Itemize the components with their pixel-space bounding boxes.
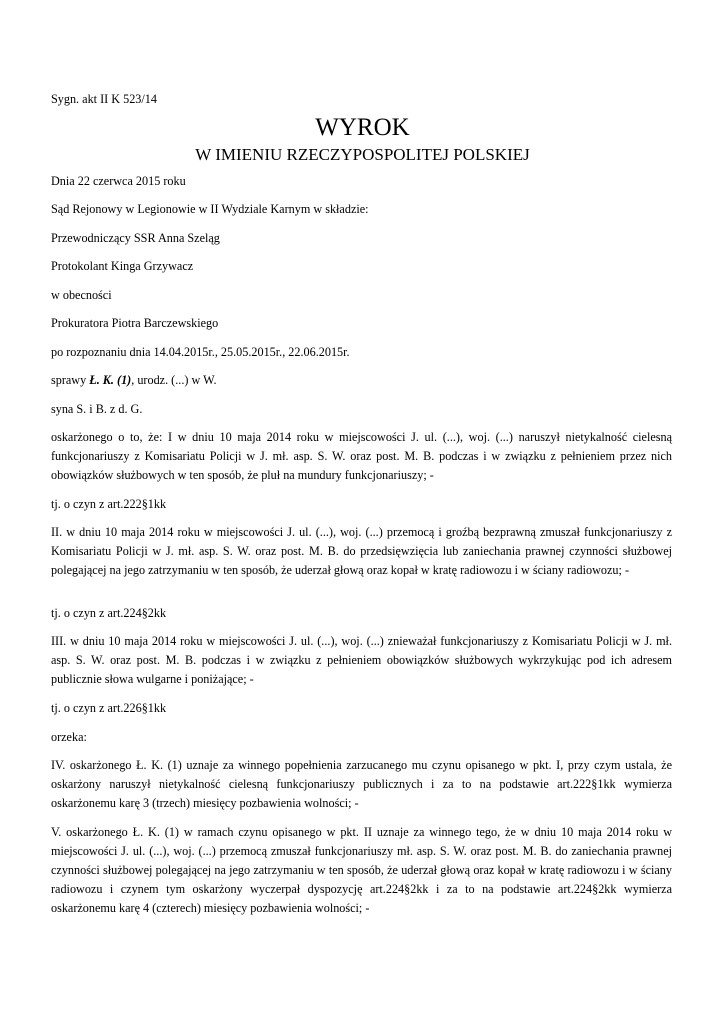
presence-line: w obecności xyxy=(51,288,112,302)
document-title: WYROK xyxy=(315,114,410,141)
court-composition: Sąd Rejonowy w Legionowie w II Wydziale Karnym w składzie: xyxy=(51,202,369,216)
defendant-name: Ł. K. (1) xyxy=(89,373,132,387)
judgment-date: Dnia 22 czerwca 2015 roku xyxy=(51,174,186,188)
statute-3: tj. o czyn z art.226§1kk xyxy=(51,701,167,715)
case-prefix: sprawy xyxy=(51,373,90,387)
case-signature: Sygn. akt II K 523/14 xyxy=(51,92,157,106)
prosecutor: Prokuratora Piotra Barczewskiego xyxy=(51,316,219,330)
presiding-judge: Przewodniczący SSR Anna Szeląg xyxy=(51,231,220,245)
verdict-4: IV. oskarżonego Ł. K. (1) uznaje za winnego popełnienia zarzucanego mu czynu opisanego w pkt. I, przy czym ustala, że oskarżony naruszył nietykalność cielesną funkcjonariuszy publicznych i za to na podstawie art.222§1kk wymierza oskarżonemu karę 3 (trzech) miesięcy pozbawienia wolności; - xyxy=(51,758,672,810)
case-line xyxy=(51,371,672,390)
verdict-5: V. oskarżonego Ł. K. (1) w ramach czynu opisanego w pkt. II uznaje za winnego tego, że w dniu 10 maja 2014 roku w miejscowości J. ul. (...), woj. (...) przemocą zmuszał funkcjonariuszy mł. asp. S. W. oraz post. M. B. do zaniechania prawnej czynności służbowej polegającej na jego zatrzymaniu w ten sposób, że uderzał głową oraz kopał w kratę radiowozu i w ściany radiowozu i czynem tym oskarżony wyczerpał dyspozycję art.224§2kk i za to na podstawie art.224§2kk wymierza oskarżonemu karę 4 (czterech) miesięcy pozbawienia wolności; - xyxy=(51,825,672,915)
statute-2: tj. o czyn z art.224§2kk xyxy=(51,606,167,620)
case-suffix: , urodz. (...) w W. xyxy=(131,373,217,387)
statute-1: tj. o czyn z art.222§1kk xyxy=(51,497,167,511)
charge-3: III. w dniu 10 maja 2014 roku w miejscowości J. ul. (...), woj. (...) znieważał funkcjonariuszy z Komisariatu Policji w J. mł. asp. S. W. oraz post. M. B. podczas i w związku z pełnieniem obowiązków służbowych wykrzykując pod ich adresem publicznie słowa wulgarne i poniżające; - xyxy=(51,634,672,686)
hearing-dates: po rozpoznaniu dnia 14.04.2015r., 25.05.2015r., 22.06.2015r. xyxy=(51,345,350,359)
charge-2: II. w dniu 10 maja 2014 roku w miejscowości J. ul. (...), woj. (...) przemocą i groźbą bezprawną zmuszał funkcjonariuszy z Komisariatu Policji w J. mł. asp. S. W. oraz post. M. B. do przedsięwzięcia lub zaniechania prawnej czynności służbowej polegającej na jego zatrzymaniu w ten sposób, że uderzał głową oraz kopał w kratę radiowozu i w ściany radiowozu; - xyxy=(51,525,672,577)
charge-1: oskarżonego o to, że: I w dniu 10 maja 2014 roku w miejscowości J. ul. (...), woj. (...) naruszył nietykalność cielesną funkcjonariuszy z Komisariatu Policji w J. mł. asp. S. W. oraz post. M. B. podczas i w związku z pełnieniem przez nich obowiązków służbowych w ten sposób, że pluł na mundury funkcjonariuszy; - xyxy=(51,430,672,482)
document-subtitle: W IMIENIU RZECZYPOSPOLITEJ POLSKIEJ xyxy=(195,145,530,164)
parentage: syna S. i B. z d. G. xyxy=(51,402,143,416)
court-clerk: Protokolant Kinga Grzywacz xyxy=(51,259,194,273)
ruling-heading: orzeka: xyxy=(51,730,87,744)
